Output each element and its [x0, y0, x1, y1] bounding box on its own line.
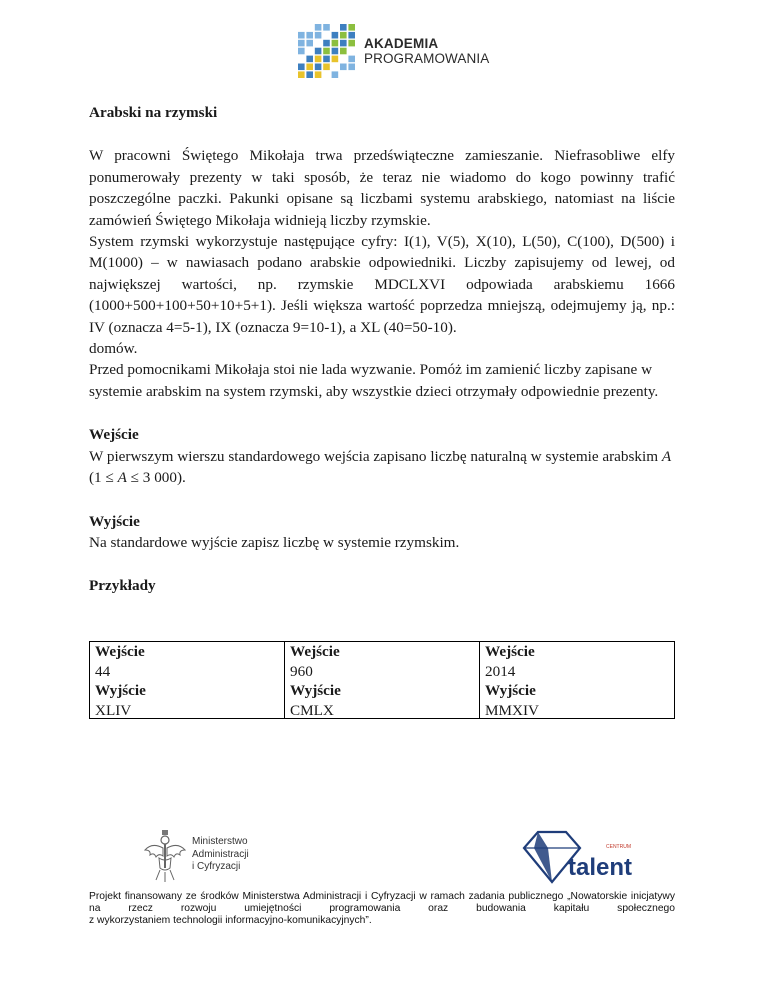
example-input-value: 960 [290, 662, 313, 680]
ministry-logo [142, 828, 282, 888]
task-title: Arabski na rzymski [89, 104, 218, 121]
logo-tile [348, 64, 355, 71]
logo-tile [348, 24, 355, 31]
examples-heading: Przykłady [89, 577, 156, 595]
ministry-line: i Cyfryzacji [192, 861, 241, 872]
footer-line: z wykorzystaniem technologii informacyjno-komunikacyjnych”. [89, 915, 372, 927]
input-var-a2: A [117, 469, 127, 487]
logo-tile [348, 56, 355, 63]
example-output-label: Wyjście [95, 682, 146, 699]
paragraph-intro: W pracowni Świętego Mikołaja trwa przedświąteczne zamieszanie. Niefrasobliwe elfy ponumerowały prezenty w taki sposób, że teraz nie wiadomo do kogo powinny trafić poszczególne paczki. Pakunki opisane są liczbami systemu arabskiego, natomiast na liście zamówień Świętego Mikołaja widnieją liczby rzymskie. [89, 147, 675, 229]
akademia-programowania-logo [298, 24, 508, 82]
eagle-emblem-icon [142, 828, 188, 884]
logo-tile [315, 71, 322, 78]
logo-tile [340, 64, 347, 71]
funding-footer [89, 891, 675, 928]
output-description: Na standardowe wyjście zapisz liczbę w systemie rzymskim. [89, 533, 460, 551]
logo-tile [306, 64, 313, 71]
logo-tile [323, 64, 330, 71]
logo-tile [315, 32, 322, 39]
input-heading: Wejście [89, 426, 139, 444]
talent-wordmark: talent [568, 854, 633, 881]
logo-line2: PROGRAMOWANIA [364, 50, 490, 66]
logo-tile [323, 56, 330, 63]
logo-tile [315, 56, 322, 63]
logo-tile [332, 56, 339, 63]
logo-tile [298, 71, 305, 78]
example-output-label: Wyjście [290, 682, 341, 699]
example-input-value: 2014 [485, 662, 516, 680]
output-heading: Wyjście [89, 512, 140, 530]
paragraph-domow: domów. [89, 340, 138, 358]
input-description [89, 446, 675, 489]
example-input-label: Wejście [485, 643, 535, 660]
logo-tile [298, 40, 305, 47]
logo-tile [306, 32, 313, 39]
input-var-a: A [661, 447, 672, 465]
ministry-line: Ministerstwo [192, 836, 248, 847]
logo-tile [332, 40, 339, 47]
logo-tile [340, 48, 347, 55]
logo-tile [315, 64, 322, 71]
example-cell-3 [479, 641, 675, 719]
logo-tile [332, 71, 339, 78]
logo-tile [298, 48, 305, 55]
example-input-value: 44 [95, 662, 111, 680]
logo-tile [306, 56, 313, 63]
logo-tile [323, 24, 330, 31]
footer-line: Projekt finansowany ze środków Ministerstwa Administracji i Cyfryzacji w ramach zadania publicznego „Nowatorskie inicjatywy [89, 891, 675, 902]
logo-text [364, 37, 489, 65]
logo-tile [298, 32, 305, 39]
talent-centrum-label: CENTRUM [606, 844, 631, 850]
logo-mosaic-icon [298, 24, 358, 80]
talent-logo [518, 826, 638, 886]
logo-tile [306, 40, 313, 47]
paragraph-challenge: Przed pomocnikami Mikołaja stoi nie lada wyzwanie. Pomóż im zamienić liczby zapisane w systemie arabskim na system rzymski, aby wszystkie dzieci otrzymały odpowiednie prezenty. [89, 361, 659, 400]
logo-tile [348, 40, 355, 47]
task-content [89, 102, 675, 597]
example-input-label: Wejście [290, 643, 340, 660]
example-cell-2 [284, 641, 479, 719]
logo-tile [298, 64, 305, 71]
example-output-value: CMLX [290, 701, 334, 719]
example-output-value: XLIV [95, 701, 132, 719]
logo-tile [323, 48, 330, 55]
example-output-label: Wyjście [485, 682, 536, 699]
footer-line: na rzecz rozwoju umiejętności programowania oraz budowania kapitału społecznego [89, 903, 675, 915]
input-text-before: W pierwszym wierszu standardowego wejścia zapisano liczbę naturalną w systemie arabskim [89, 447, 662, 465]
logo-tile [315, 48, 322, 55]
logo-tile [332, 32, 339, 39]
examples-table [89, 641, 675, 719]
ministry-line: Administracji [192, 848, 249, 860]
logo-tile [323, 40, 330, 47]
logo-tile [315, 24, 322, 31]
example-input-label: Wejście [95, 643, 145, 660]
logo-tile [340, 32, 347, 39]
input-text-after: ≤ 3 000). [126, 469, 186, 487]
logo-tile [306, 71, 313, 78]
example-output-value: MMXIV [485, 701, 540, 719]
input-text-mid: (1 ≤ [89, 469, 118, 487]
ministry-name [192, 836, 249, 874]
logo-line1: AKADEMIA [364, 36, 439, 51]
logo-tile [332, 48, 339, 55]
logo-tile [348, 32, 355, 39]
logo-tile [340, 40, 347, 47]
logo-tile [340, 24, 347, 31]
example-cell-1 [89, 641, 284, 719]
paragraph-system: System rzymski wykorzystuje następujące cyfry: I(1), V(5), X(10), L(50), C(100), D(500) i M(1000) – w nawiasach podano arabskie odpowiedniki. Liczby zapisujemy od lewej, od największej wartości, np. rzymskie MDCLXVI odpowiada arabskiemu 1666 (1000+500+100+50+10+5+1). Jeśli większa wartość poprzedza mniejszą, odejmujemy ją, np.: IV (oznacza 4=5-1), IX (oznacza 9=10-1), a XL (40=50-10). [89, 233, 675, 336]
